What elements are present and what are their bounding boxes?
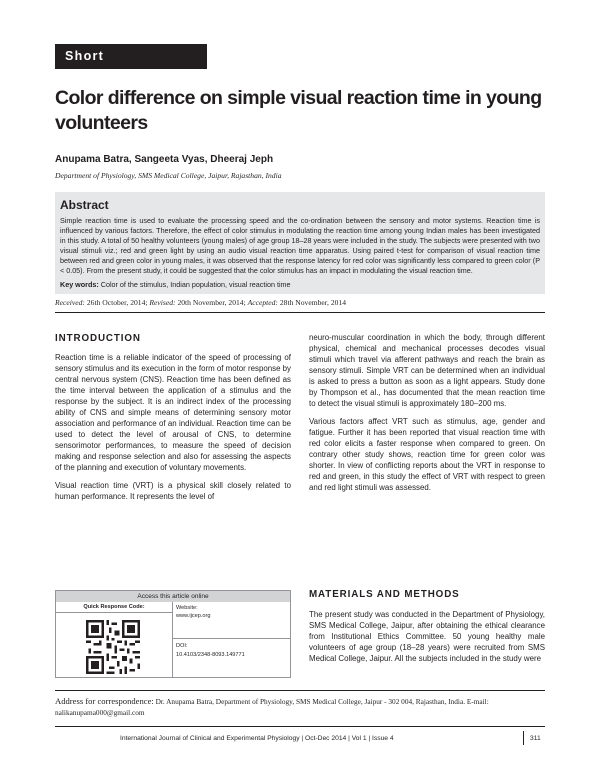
article-title: Color difference on simple visual reaction time in young volunteers bbox=[55, 87, 542, 134]
qr-code-label: Quick Response Code: bbox=[56, 602, 172, 613]
abstract-heading: Abstract bbox=[60, 198, 109, 212]
article-access-box bbox=[55, 590, 291, 678]
affiliation: Department of Physiology, SMS Medical College, Jaipur, Rajasthan, India bbox=[55, 171, 282, 180]
received-label: Received: bbox=[55, 298, 85, 307]
authors: Anupama Batra, Sangeeta Vyas, Dheeraj Jeph bbox=[55, 154, 274, 165]
qr-code-icon bbox=[86, 620, 140, 674]
received-date: 26th October, 2014; bbox=[86, 298, 148, 307]
revised-label: Revised: bbox=[149, 298, 176, 307]
introduction-heading: INTRODUCTION bbox=[55, 333, 141, 344]
accepted-date: 28th November, 2014 bbox=[279, 298, 347, 307]
abstract-text: Simple reaction time is used to evaluate the processing speed and the co-ordination between the sensory and motor systems. Reaction time is influenced by various factors. Therefore, the effect of color stimulus in modulating the reaction time among young Indian males has been investigated in this study. A total of 50 healthy volunteers (young males) of age group 18–28 years were included in the study. The subjects were presented with two visual stimuli viz.; red and green light by using an audio visual reaction time apparatus. Using paired t-test for comparison of visual reaction time between red and green color in young males, it was observed that the response latency for red color was significantly less compared to green color (P < 0.05). From the present study, it could be suggested that the color stimulus has an impact in modulating the visual reaction time. bbox=[60, 216, 540, 275]
access-divider-vertical bbox=[172, 602, 173, 678]
correspondence-rule bbox=[55, 690, 545, 691]
intro-paragraph-1: Reaction time is a reliable indicator of the speed of processing of sensory stimulus and its execution in the form of motor response by central nervous system (CNS). Reaction time has been defined as the time interval between the application of a stimulus and the response by the subject. It is an indirect index of the processing ability of CNS and simple means of determining sensory motor association and performance of an individual. Reaction time can be used to detect the level of arousal of CNS, to determine sensorimotor performances, to measure the speed of decision making and response selection and also for assessing the aspects of the planning and execution of voluntary movements. bbox=[55, 353, 291, 472]
doi-label: DOI: bbox=[176, 643, 188, 649]
access-divider-horizontal bbox=[173, 638, 290, 639]
footer-divider bbox=[523, 731, 524, 745]
revised-date: 20th November, 2014; bbox=[177, 298, 246, 307]
correspondence-address bbox=[55, 696, 545, 718]
dates-rule bbox=[55, 312, 545, 313]
right-paragraph-1: neuro-muscular coordination in which the body, through different physical, chemical and mechanical processes decodes visual stimuli which travel via afferent pathways and reach the brain as sensory stimuli. Simple VRT can be determined when an individual is asked to press a button as soon as a light appears. Study done by Thompson et al., has documented that the mean reaction time to detect the visual stimuli is approximately 180–200 ms. bbox=[309, 333, 545, 408]
left-column-text bbox=[55, 352, 291, 509]
keywords-text: Color of the stimulus, Indian population, visual reaction time bbox=[100, 280, 291, 289]
footer-rule bbox=[55, 726, 545, 727]
right-paragraph-2: Various factors affect VRT such as stimulus, age, gender and fatigue. Further it has been reported that visual reaction time with red color elicits a faster response when compared to green. On contrary other study shows, reaction time for green color was shorter. In view of conflicting reports about the VRT in response to red and green, in this study the effect of VRT with respect to green and red light stimuli was assessed. bbox=[309, 417, 545, 492]
correspondence-text: Dr. Anupama Batra, Department of Physiology, SMS Medical College, Jaipur - 302 004, Rajasthan, India. E-mail: nalikanupama000@gmail.com bbox=[55, 697, 489, 717]
intro-paragraph-2: Visual reaction time (VRT) is a physical skill closely related to human performance. It represents the level of bbox=[55, 481, 291, 501]
doi-value: 10.4103/2348-8093.149771 bbox=[176, 652, 245, 658]
abstract-box bbox=[55, 192, 545, 294]
methods-text: The present study was conducted in the Department of Physiology, SMS Medical College, Jaipur, after obtaining the ethical clearance from Institutional Ethics Committee. 50 young healthy male volunteers of age group (18–28 years) were recruited from SMS Medical College, Jaipur. All the subjects included in the study were bbox=[309, 610, 545, 663]
page-number: 311 bbox=[530, 735, 541, 742]
right-column-text bbox=[309, 332, 545, 500]
keywords bbox=[60, 280, 540, 289]
access-header: Access this article online bbox=[56, 591, 290, 602]
website-link[interactable]: www.ijcep.org bbox=[176, 613, 211, 619]
correspondence-label: Address for correspondence: bbox=[55, 696, 154, 706]
section-label: Short Communication bbox=[55, 44, 207, 69]
footer-journal-info: International Journal of Clinical and Experimental Physiology | Oct-Dec 2014 | Vol 1 | Issue 4 bbox=[120, 735, 394, 742]
methods-heading: MATERIALS AND METHODS bbox=[309, 589, 460, 600]
article-dates bbox=[55, 298, 346, 307]
accepted-label: Accepted: bbox=[247, 298, 278, 307]
website-label: Website: bbox=[176, 605, 198, 611]
keywords-label: Key words: bbox=[60, 280, 99, 289]
